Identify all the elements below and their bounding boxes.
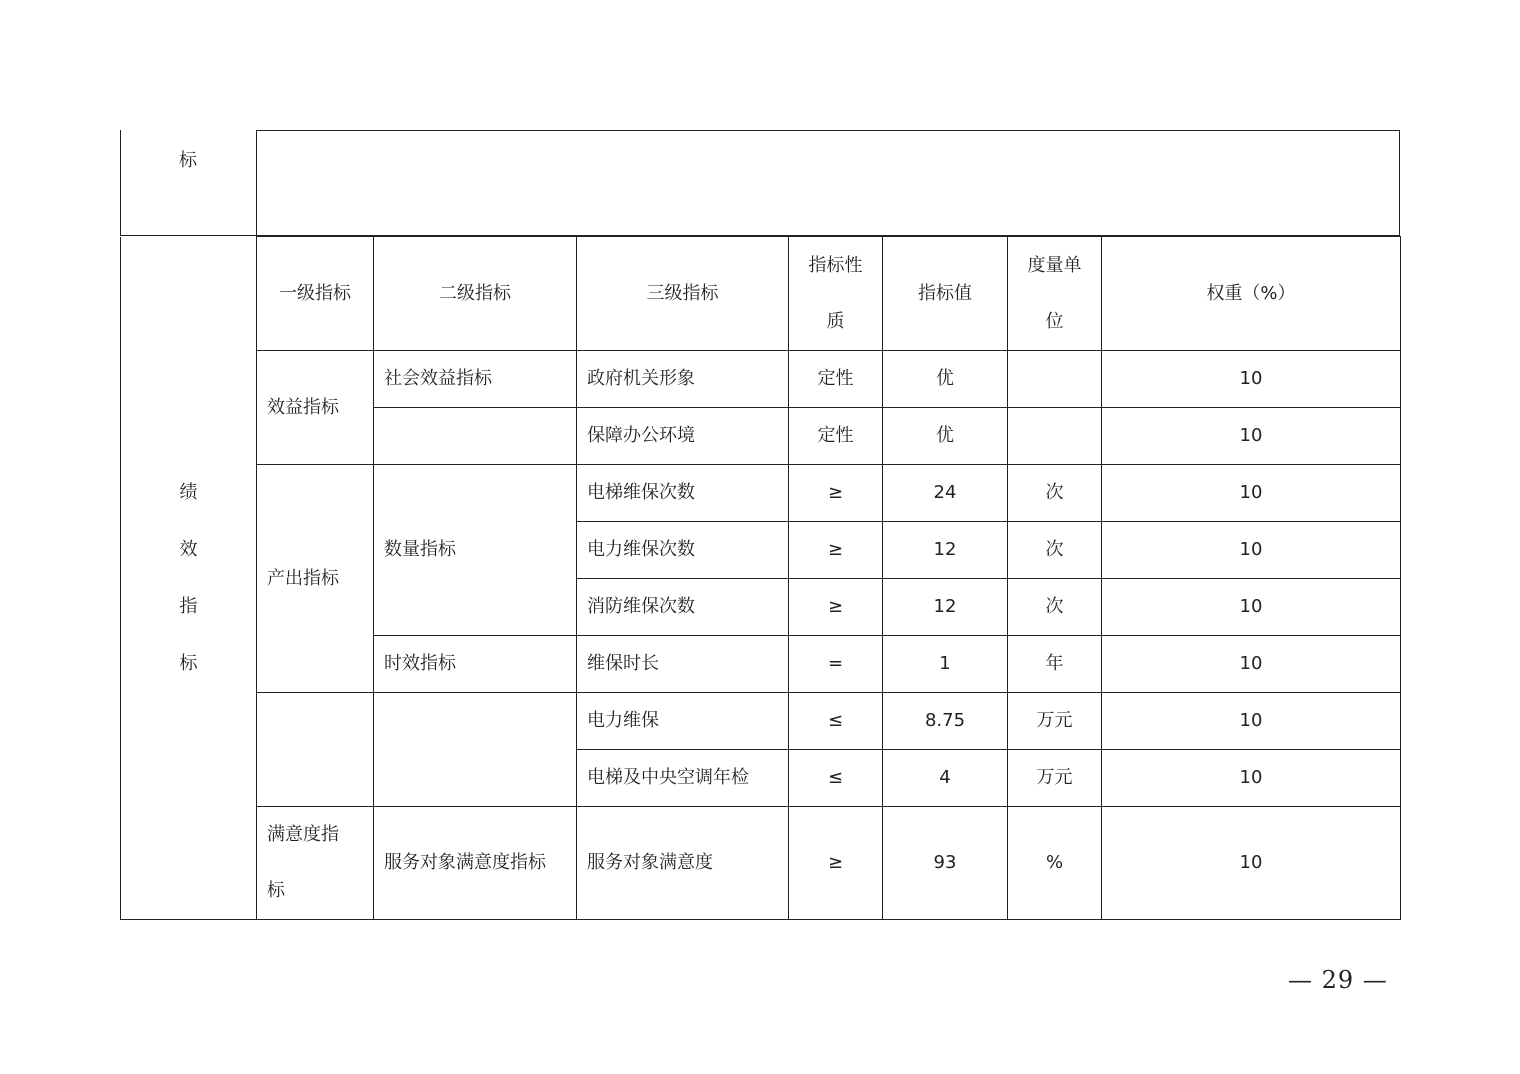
section-label-cell [121, 237, 257, 920]
header-weight: 权重（%） [1102, 237, 1401, 351]
group-satisfaction [257, 807, 374, 920]
group-satisfaction-line1: 满意度指 [267, 824, 339, 845]
unit-cell [1008, 351, 1102, 408]
subgroup-blank [374, 408, 577, 465]
subgroup-timeliness: 时效指标 [374, 636, 577, 693]
level3-cell: 保障办公环境 [577, 408, 789, 465]
section-label-char: 效 [179, 538, 198, 560]
value-cell: 优 [883, 408, 1008, 465]
nature-cell: ≥ [789, 465, 883, 522]
subgroup-quantity: 数量指标 [374, 465, 577, 636]
weight-cell: 10 [1102, 636, 1401, 693]
weight-cell: 10 [1102, 408, 1401, 465]
unit-cell: 年 [1008, 636, 1102, 693]
unit-cell: 万元 [1008, 693, 1102, 750]
table-header-row [121, 237, 1401, 351]
value-cell: 8.75 [883, 693, 1008, 750]
value-cell: 1 [883, 636, 1008, 693]
value-cell: 12 [883, 522, 1008, 579]
weight-cell: 10 [1102, 579, 1401, 636]
value-cell: 优 [883, 351, 1008, 408]
group-output: 产出指标 [257, 465, 374, 693]
subgroup-service: 服务对象满意度指标 [374, 807, 577, 920]
unit-cell [1008, 408, 1102, 465]
weight-cell: 10 [1102, 465, 1401, 522]
weight-cell: 10 [1102, 522, 1401, 579]
level3-cell: 电梯维保次数 [577, 465, 789, 522]
fragment-content-cell [256, 130, 1400, 236]
section-label-char: 绩 [179, 481, 198, 503]
subgroup-social: 社会效益指标 [374, 351, 577, 408]
header-unit-line1: 度量单 [1027, 254, 1082, 276]
header-value: 指标值 [883, 237, 1008, 351]
weight-cell: 10 [1102, 750, 1401, 807]
table-row [121, 351, 1401, 408]
table-row [121, 693, 1401, 750]
unit-cell: % [1008, 807, 1102, 920]
nature-cell: = [789, 636, 883, 693]
previous-row-fragment [120, 130, 1400, 236]
nature-cell: 定性 [789, 351, 883, 408]
unit-cell: 次 [1008, 522, 1102, 579]
fragment-label-cell [120, 130, 256, 236]
nature-cell: 定性 [789, 408, 883, 465]
header-level3: 三级指标 [577, 237, 789, 351]
group-cost [257, 693, 374, 807]
header-unit [1008, 237, 1102, 351]
group-benefit: 效益指标 [257, 351, 374, 465]
unit-cell: 次 [1008, 579, 1102, 636]
value-cell: 4 [883, 750, 1008, 807]
value-cell: 93 [883, 807, 1008, 920]
weight-cell: 10 [1102, 693, 1401, 750]
nature-cell: ≤ [789, 693, 883, 750]
weight-cell: 10 [1102, 807, 1401, 920]
nature-cell: ≥ [789, 522, 883, 579]
header-level2: 二级指标 [374, 237, 577, 351]
weight-cell: 10 [1102, 351, 1401, 408]
subgroup-cost [374, 693, 577, 807]
level3-cell: 消防维保次数 [577, 579, 789, 636]
level3-cell: 政府机关形象 [577, 351, 789, 408]
performance-indicator-table [120, 236, 1401, 920]
value-cell: 24 [883, 465, 1008, 522]
section-label-char: 指 [179, 595, 198, 617]
page-number: — 29 — [1288, 966, 1388, 994]
table-row [121, 807, 1401, 920]
value-cell: 12 [883, 579, 1008, 636]
level3-cell: 维保时长 [577, 636, 789, 693]
table-row [121, 465, 1401, 522]
header-level1: 一级指标 [257, 237, 374, 351]
header-nature-line1: 指标性 [808, 254, 863, 276]
unit-cell: 次 [1008, 465, 1102, 522]
level3-cell: 服务对象满意度 [577, 807, 789, 920]
unit-cell: 万元 [1008, 750, 1102, 807]
level3-cell: 电力维保 [577, 693, 789, 750]
level3-cell: 电梯及中央空调年检 [577, 750, 789, 807]
nature-cell: ≤ [789, 750, 883, 807]
fragment-label: 标 [179, 150, 197, 171]
header-unit-line2: 位 [1045, 310, 1064, 332]
section-label-char: 标 [179, 652, 198, 674]
level3-cell: 电力维保次数 [577, 522, 789, 579]
nature-cell: ≥ [789, 807, 883, 920]
header-nature-line2: 质 [826, 310, 845, 332]
nature-cell: ≥ [789, 579, 883, 636]
header-nature [789, 237, 883, 351]
group-satisfaction-line2: 标 [267, 880, 285, 901]
